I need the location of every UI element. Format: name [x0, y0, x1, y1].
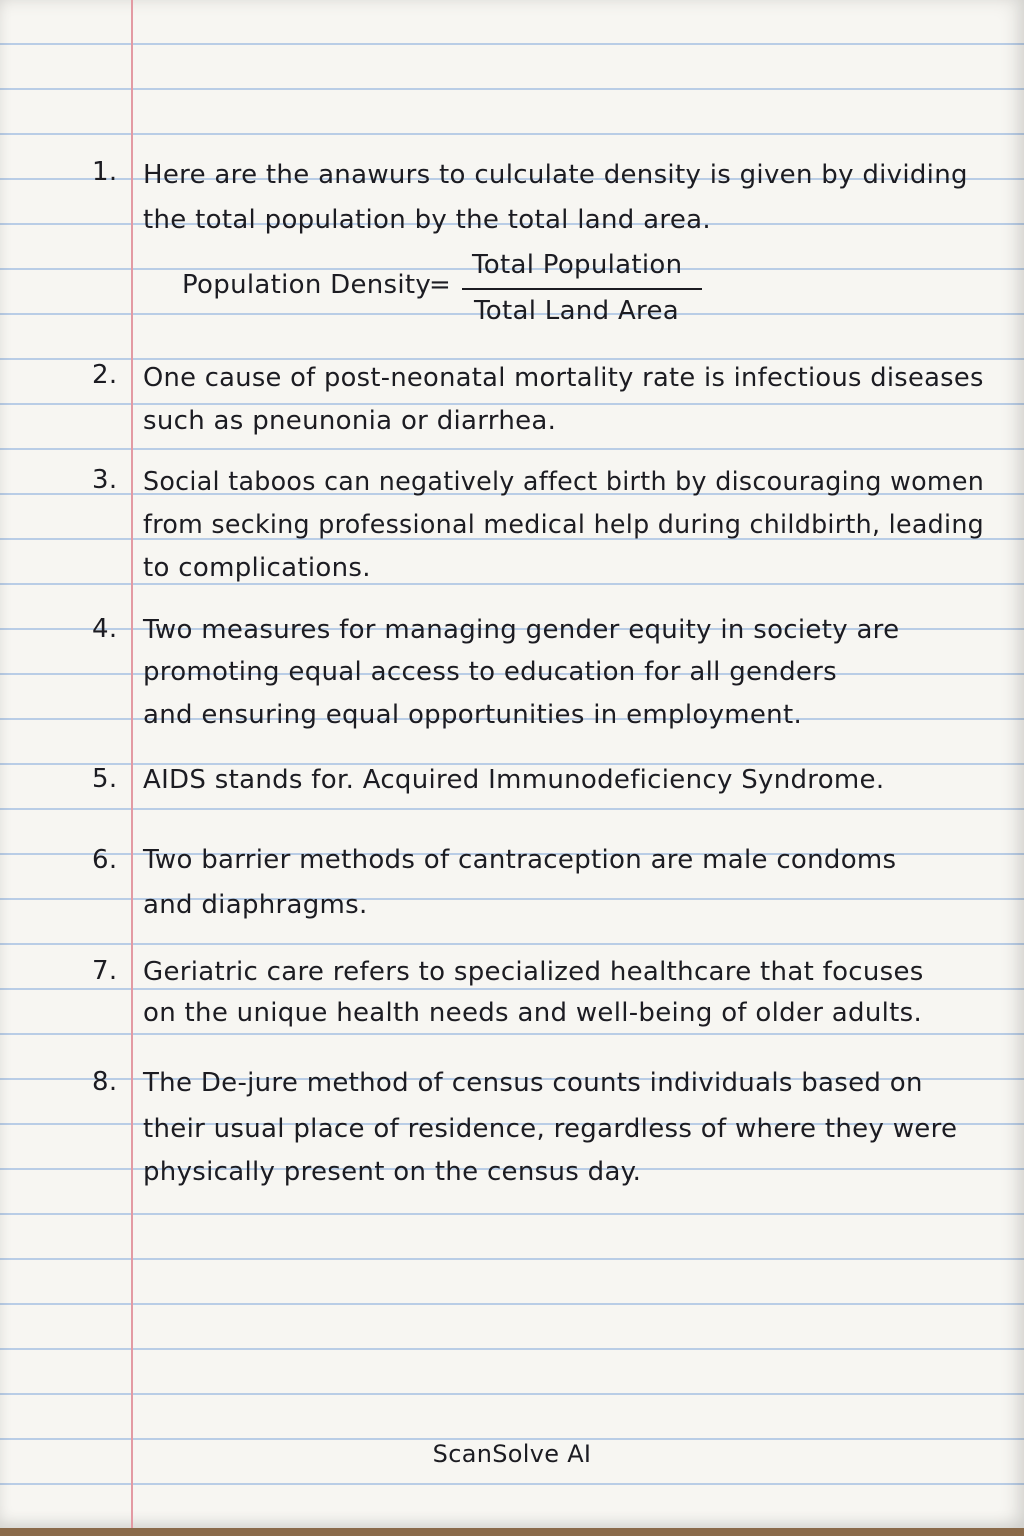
- item-line: to complications.: [143, 553, 371, 583]
- formula-denominator: Total Land Area: [474, 296, 679, 326]
- item-line: Here are the anawurs to culculate density is given by dividing: [143, 160, 968, 190]
- item-line: their usual place of residence, regardless of where they were: [143, 1114, 958, 1144]
- item-number: 6.: [92, 845, 118, 875]
- item-line: promoting equal access to education for all genders: [143, 657, 838, 687]
- item-number: 7.: [92, 956, 118, 986]
- item-number: 4.: [92, 614, 118, 644]
- item-line: Two barrier methods of cantraception are male condoms: [143, 845, 897, 875]
- item-line: One cause of post-neonatal mortality rate is infectious diseases: [143, 363, 984, 393]
- item-line: Geriatric care refers to specialized healthcare that focuses: [143, 957, 924, 987]
- item-line: and ensuring equal opportunities in employment.: [143, 700, 803, 730]
- item-line: AIDS stands for. Acquired Immunodeficiency Syndrome.: [143, 765, 885, 795]
- item-number: 3.: [92, 465, 118, 495]
- item-number: 8.: [92, 1067, 118, 1097]
- formula-equals: =: [429, 270, 452, 300]
- item-line: on the unique health needs and well-being of older adults.: [143, 998, 923, 1028]
- item-line: Social taboos can negatively affect birth by discouraging women: [143, 467, 985, 497]
- item-line: from secking professional medical help during childbirth, leading: [143, 510, 985, 540]
- density-formula: [182, 250, 722, 340]
- formula-numerator: Total Population: [472, 250, 683, 280]
- item-line: physically present on the census day.: [143, 1157, 642, 1187]
- fraction-bar: [462, 288, 702, 290]
- item-number: 5.: [92, 764, 118, 794]
- item-line: such as pneunonia or diarrhea.: [143, 406, 557, 436]
- item-number: 2.: [92, 360, 118, 390]
- item-line: The De-jure method of census counts individuals based on: [143, 1068, 923, 1098]
- item-line: Two measures for managing gender equity in society are: [143, 615, 900, 645]
- item-number: 1.: [92, 157, 118, 187]
- footer-signature: ScanSolve AI: [432, 1440, 592, 1468]
- formula-lhs: Population Density: [182, 270, 432, 300]
- item-line: and diaphragms.: [143, 890, 368, 920]
- item-line: the total population by the total land area.: [143, 205, 711, 235]
